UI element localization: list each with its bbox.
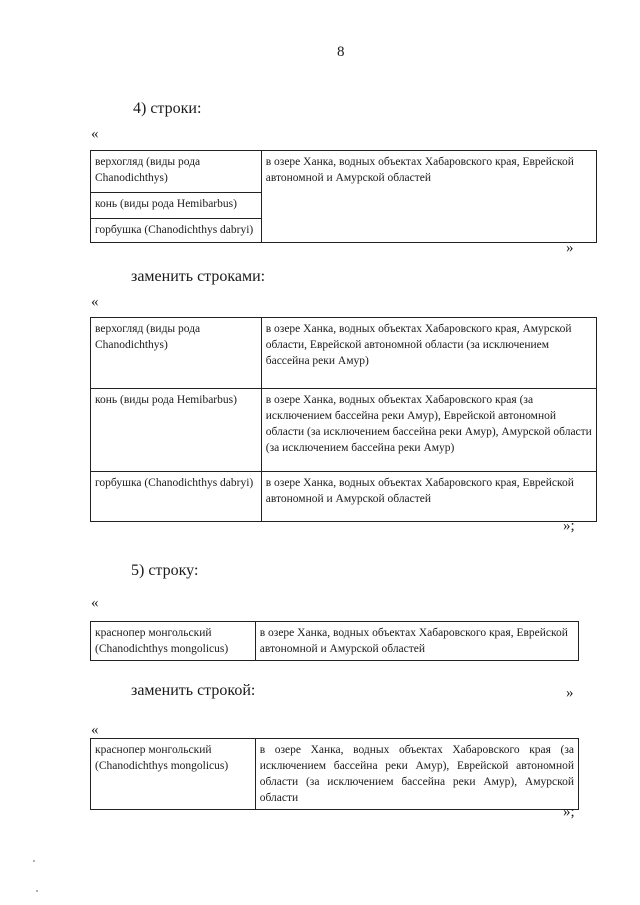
species-cell: верхогляд (виды рода Chanodichthys) bbox=[91, 151, 262, 193]
habitat-cell: в озере Ханка, водных объектах Хабаровского края, Еврейской автономной и Амурской областей bbox=[255, 622, 578, 661]
scan-speck bbox=[36, 890, 38, 892]
habitat-cell: в озере Ханка, водных объектах Хабаровского края (за исключением бассейна реки Амур), Еврейской автономной области (за исключением бассейна реки Амур), Амурской области bbox=[255, 739, 578, 810]
open-quote: « bbox=[91, 595, 99, 611]
section-4-heading: 4) строки: bbox=[133, 100, 202, 117]
table-row bbox=[91, 318, 597, 389]
close-quote: »; bbox=[563, 804, 575, 820]
table-row bbox=[91, 739, 579, 810]
species-cell: краснопер монгольский (Chanodichthys mongolicus) bbox=[91, 739, 256, 810]
open-quote: « bbox=[91, 126, 99, 142]
habitat-cell: в озере Ханка, водных объектах Хабаровского края, Амурской области, Еврейской автономной области (за исключением бассейна реки Амур) bbox=[261, 318, 596, 389]
table-row bbox=[91, 389, 597, 472]
habitat-cell: в озере Ханка, водных объектах Хабаровского края, Еврейской автономной и Амурской областей bbox=[261, 472, 596, 522]
table-row bbox=[91, 472, 597, 522]
open-quote: « bbox=[91, 294, 99, 310]
species-cell: горбушка (Chanodichthys dabryi) bbox=[91, 472, 262, 522]
old-rows-table bbox=[90, 150, 597, 243]
new-row-table bbox=[90, 738, 579, 810]
replace-rows-heading: заменить строками: bbox=[131, 268, 266, 285]
habitat-cell: в озере Ханка, водных объектах Хабаровского края, Еврейской автономной и Амурской областей bbox=[261, 151, 596, 243]
close-quote: »; bbox=[563, 518, 575, 534]
replace-row-heading: заменить строкой: bbox=[131, 682, 256, 699]
species-cell: краснопер монгольский (Chanodichthys mongolicus) bbox=[91, 622, 256, 661]
close-quote: » bbox=[566, 685, 574, 701]
habitat-cell: в озере Ханка, водных объектах Хабаровского края (за исключением бассейна реки Амур), Еврейской автономной области (за исключением бассейна реки Амур), Амурской области (за исключением бассейна реки Амур) bbox=[261, 389, 596, 472]
table-row bbox=[91, 622, 579, 661]
species-cell: верхогляд (виды рода Chanodichthys) bbox=[91, 318, 262, 389]
page-number: 8 bbox=[337, 44, 345, 60]
table-row bbox=[91, 151, 597, 193]
open-quote: « bbox=[91, 722, 99, 738]
old-row-table bbox=[90, 621, 579, 661]
species-cell: конь (виды рода Hemibarbus) bbox=[91, 389, 262, 472]
section-5-heading: 5) строку: bbox=[131, 562, 199, 579]
new-rows-table bbox=[90, 317, 597, 522]
scan-speck bbox=[33, 860, 35, 862]
species-cell: горбушка (Chanodichthys dabryi) bbox=[91, 219, 262, 243]
close-quote: » bbox=[566, 240, 574, 256]
species-cell: конь (виды рода Hemibarbus) bbox=[91, 193, 262, 219]
